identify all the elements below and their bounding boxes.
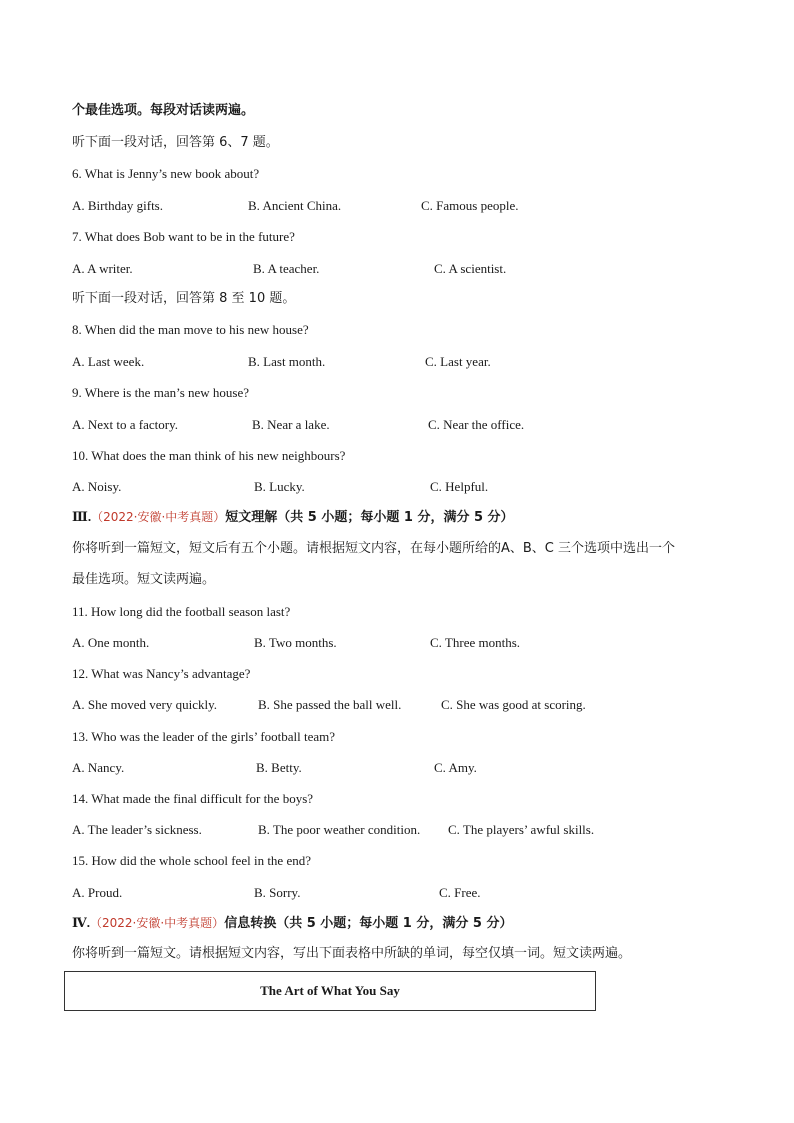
section-3-heading	[72, 508, 514, 527]
q7-option-a: A. A writer.	[72, 261, 133, 276]
q14-option-b: B. The poor weather condition.	[258, 822, 421, 837]
section-3-instruction-line-1: 你将听到一篇短文，短文后有五个小题。请根据短文内容，在每小题所给的A、B、C 三个选项中选出一个	[72, 541, 676, 556]
q15-option-b: B. Sorry.	[254, 885, 301, 900]
section-4-title: 信息转换（共 5 小题；每小题 1 分，满分 5 分）	[224, 916, 513, 931]
q15-option-c: C. Free.	[439, 885, 481, 900]
q9-option-b: B. Near a lake.	[252, 417, 330, 432]
info-table	[64, 971, 596, 1011]
question-11: 11. How long did the football season last?	[72, 604, 291, 619]
q11-option-a: A. One month.	[72, 635, 150, 650]
q10-option-b: B. Lucky.	[254, 479, 305, 494]
q11-option-b: B. Two months.	[254, 635, 337, 650]
q13-option-c: C. Amy.	[434, 760, 477, 775]
q8-option-b: B. Last month.	[248, 354, 326, 369]
question-6: 6. What is Jenny’s new book about?	[72, 166, 260, 181]
section-4-instruction: 你将听到一篇短文。请根据短文内容，写出下面表格中所缺的单词，每空仅填一词。短文读两遍。	[72, 946, 632, 961]
q12-option-c: C. She was good at scoring.	[441, 697, 586, 712]
q15-option-a: A. Proud.	[72, 885, 123, 900]
q8-option-c: C. Last year.	[425, 354, 491, 369]
q12-option-a: A. She moved very quickly.	[72, 697, 218, 712]
section-3-number: Ⅲ.	[72, 509, 92, 524]
q9-option-a: A. Next to a factory.	[72, 417, 179, 432]
q11-option-c: C. Three months.	[430, 635, 521, 650]
question-13: 13. Who was the leader of the girls’ football team?	[72, 729, 336, 744]
question-12: 12. What was Nancy’s advantage?	[72, 666, 251, 681]
q6-option-c: C. Famous people.	[421, 198, 519, 213]
q13-option-a: A. Nancy.	[72, 760, 125, 775]
section-4-source: （2022·安徽·中考真题）	[90, 916, 225, 930]
dialog-intro-8-10: 听下面一段对话，回答第 8 至 10 题。	[72, 291, 296, 306]
q10-option-c: C. Helpful.	[430, 479, 489, 494]
question-9: 9. Where is the man’s new house?	[72, 385, 250, 400]
table-title: The Art of What You Say	[260, 983, 400, 998]
q7-option-c: C. A scientist.	[434, 261, 507, 276]
section-3-source: （2022·安徽·中考真题）	[91, 510, 226, 524]
q12-option-b: B. She passed the ball well.	[258, 697, 402, 712]
q14-option-a: A. The leader’s sickness.	[72, 822, 202, 837]
section-3-title: 短文理解（共 5 小题；每小题 1 分，满分 5 分）	[225, 510, 514, 525]
question-15: 15. How did the whole school feel in the end?	[72, 853, 311, 868]
question-14: 14. What made the final difficult for the boys?	[72, 791, 314, 806]
question-7: 7. What does Bob want to be in the future?	[72, 229, 295, 244]
q7-option-b: B. A teacher.	[253, 261, 320, 276]
q14-option-c: C. The players’ awful skills.	[448, 822, 595, 837]
q10-option-a: A. Noisy.	[72, 479, 122, 494]
question-10: 10. What does the man think of his new neighbours?	[72, 448, 346, 463]
q8-option-a: A. Last week.	[72, 354, 145, 369]
q9-option-c: C. Near the office.	[428, 417, 525, 432]
q6-option-a: A. Birthday gifts.	[72, 198, 163, 213]
section-4-heading	[72, 914, 512, 933]
q6-option-b: B. Ancient China.	[248, 198, 342, 213]
question-8: 8. When did the man move to his new house?	[72, 322, 309, 337]
instruction-tail: 个最佳选项。每段对话读两遍。	[72, 103, 255, 118]
section-4-number: Ⅳ.	[72, 915, 91, 930]
q13-option-b: B. Betty.	[256, 760, 302, 775]
section-3-instruction-line-2: 最佳选项。短文读两遍。	[72, 572, 216, 587]
dialog-intro-6-7: 听下面一段对话，回答第 6、7 题。	[72, 135, 279, 150]
